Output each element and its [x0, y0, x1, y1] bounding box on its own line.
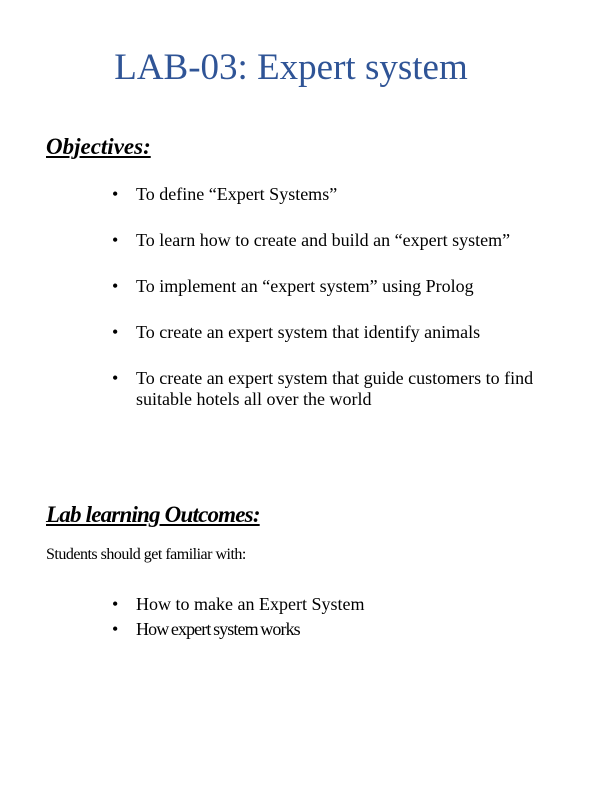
objective-text: To implement an “expert system” using Prolog [136, 276, 474, 296]
bullet-icon: • [112, 230, 119, 250]
list-item [0, 594, 556, 615]
list-item [0, 276, 556, 297]
objective-text: To define “Expert Systems” [136, 184, 338, 204]
outcome-text: How to make an Expert System [136, 594, 365, 614]
list-item [0, 619, 556, 640]
page-title: LAB-03: Expert system [114, 47, 468, 88]
objective-text: To create an expert system that identify animals [136, 322, 481, 342]
list-item [0, 368, 561, 410]
objectives-list [0, 184, 561, 435]
outcomes-intro: Students should get familiar with: [46, 546, 246, 563]
bullet-icon: • [112, 322, 119, 342]
objectives-heading: Objectives: [46, 134, 151, 159]
objective-text: To learn how to create and build an “expert system” [136, 230, 511, 250]
bullet-icon: • [112, 594, 119, 614]
outcomes-heading: Lab learning Outcomes: [46, 502, 260, 527]
bullet-icon: • [112, 619, 119, 639]
bullet-icon: • [112, 368, 119, 388]
list-item [0, 184, 556, 205]
list-item [0, 230, 556, 251]
outcome-text: How expert system works [136, 619, 300, 639]
bullet-icon: • [112, 276, 119, 296]
objective-text: To create an expert system that guide customers to find suitable hotels all over the world [136, 368, 534, 409]
outcomes-list [0, 594, 556, 644]
list-item [0, 322, 556, 343]
bullet-icon: • [112, 184, 119, 204]
